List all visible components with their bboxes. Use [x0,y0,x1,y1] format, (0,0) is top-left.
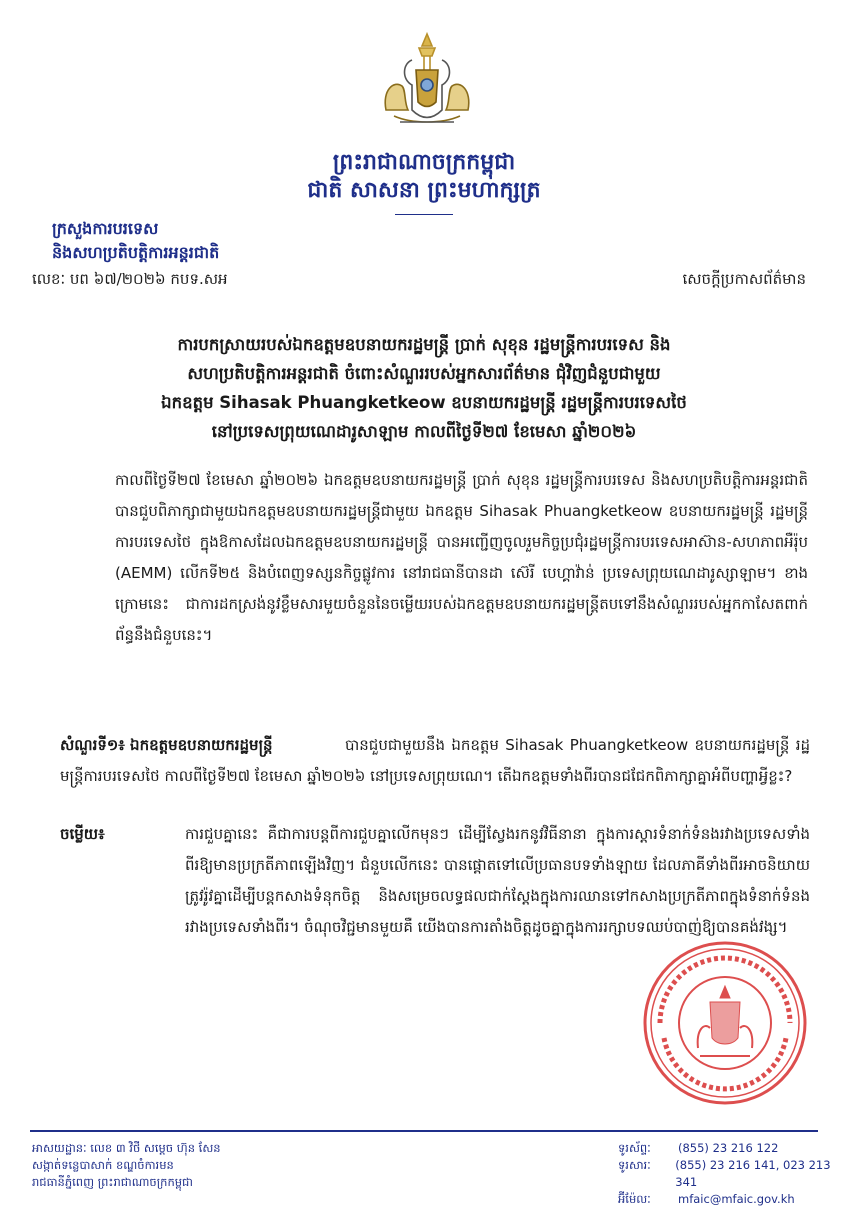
headline-line: ឯកឧត្តម Sihasak Phuangketkeow ឧបនាយករដ្ឋមន្ត្រី រដ្ឋមន្ត្រីការបរទេសថៃ [161,393,687,412]
ministry-name-line1: ក្រសួងការបរទេស [52,219,159,238]
address-line: សង្កាត់ទន្លេបាសាក់ ខណ្ឌចំការមន [32,1158,174,1172]
email-link[interactable]: mfaic@mfaic.gov.kh [678,1192,795,1206]
answer-text: ការជួបគ្នានេះ គឺជាការបន្តពីការជួបគ្នាលើកមុនៗ ដើម្បីស្វែងរកនូវវិធីនានា ក្នុងការស្តារទំនាក់ទំនងរវាងប្រទេសទាំងពីរឱ្យមានប្រក្រតីភាពឡើងវិញ។ ជំនួបលើកនេះ បានផ្តោតទៅលើប្រធានបទទាំងឡាយ ដែលភាគីទាំងពីរអាចនិយាយត្រូវរ៉ូវគ្នាដើម្បីបន្តកសាងទំនុកចិត្ត និងសម្រេចលទ្ធផលជាក់ស្តែងក្នុងការឈានទៅកសាងប្រក្រតីភាពក្នុងទំនាក់ទំនងរវាងប្រទេសទាំងពីរ។ ចំណុចវិជ្ជមានមួយគឺ យើងបានការតាំងចិត្តដូចគ្នាក្នុងការរក្សាបទឈប់បាញ់ឱ្យបានគង់វង្ស។ [185,825,810,936]
national-motto: ជាតិ សាសនា ព្រះមហាក្សត្រ [307,178,541,203]
motto-divider [395,214,453,215]
press-release-headline [40,330,808,446]
question-label: សំណួរទី១៖ ឯកឧត្តមឧបនាយករដ្ឋមន្ត្រី [60,736,273,754]
footer-divider [30,1130,818,1132]
ministry-name-line2: និងសហប្រតិបត្តិការអន្តរជាតិ [52,243,220,262]
phone-value: (855) 23 216 122 [678,1141,779,1155]
email-label: អ៊ីម៉ែលៈ [618,1192,651,1206]
address-line: អាសយដ្ឋានៈ លេខ ៣ វិថី សម្តេច ហ៊ុន សែន [32,1141,221,1155]
footer-address [32,1140,221,1191]
document-type: សេចក្តីប្រកាសព័ត៌មាន [682,270,806,288]
phone-row [618,1140,848,1157]
fax-label: ទូរសារៈ [618,1158,651,1172]
answer-label: ចម្លើយ៖ [60,825,105,843]
question-text: បានជួបជាមួយនឹង ឯកឧត្តម Sihasak Phuangketkeow ឧបនាយករដ្ឋមន្ត្រី រដ្ឋមន្ត្រីការបរទេសថៃ កាលពីថ្ងៃទី២៧ ខែមេសា ឆ្នាំ២០២៦ នៅប្រទេសព្រុយណេ។ តើឯកឧត្តមទាំងពីរបានជជែកពិភាក្សាគ្នាអំពីបញ្ហាអ្វីខ្លះ? [60,736,810,785]
answer-1 [60,819,810,943]
headline-line: ការបកស្រាយរបស់ឯកឧត្តមឧបនាយករដ្ឋមន្ត្រី ប្រាក់ សុខុន រដ្ឋមន្ត្រីការបរទេស និង [177,335,671,354]
phone-label: ទូរស័ព្ទៈ [618,1141,651,1155]
intro-paragraph [60,465,808,651]
headline-line: សហប្រតិបត្តិការអន្តរជាតិ ចំពោះសំណួររបស់អ្នកសារព័ត៌មាន ជុំវិញជំនួបជាមួយ [187,364,661,383]
question-1 [60,730,810,792]
address-line: រាជធានីភ្នំពេញ ព្រះរាជាណាចក្រកម្ពុជា [32,1175,193,1189]
headline-line: នៅប្រទេសព្រុយណេដារូសាឡាម កាលពីថ្ងៃទី២៧ ខែមេសា ឆ្នាំ២០២៦ [211,422,637,441]
royal-coat-of-arms-emblem [372,30,482,130]
fax-value: (855) 23 216 141, 023 213 341 [675,1158,831,1189]
ministry-red-seal-stamp [640,938,810,1108]
reference-number: លេខៈ បព ៦៧/២០២៦ កបទ.សអ [32,270,228,288]
footer-contacts [618,1140,848,1208]
kingdom-title: ព្រះរាជាណាចក្រកម្ពុជា [332,150,516,175]
intro-text: កាលពីថ្ងៃទី២៧ ខែមេសា ឆ្នាំ២០២៦ ឯកឧត្តមឧបនាយករដ្ឋមន្ត្រី ប្រាក់ សុខុន រដ្ឋមន្ត្រីការបរទេស និងសហប្រតិបត្តិការអន្តរជាតិ បានជួបពិភាក្សាជាមួយឯកឧត្តមឧបនាយករដ្ឋមន្ត្រីជាមួយ ឯកឧត្តម Sihasak Phuangketkeow ឧបនាយករដ្ឋមន្ត្រី រដ្ឋមន្ត្រីការបរទេសថៃ ក្នុងឱកាសដែលឯកឧត្តមឧបនាយករដ្ឋមន្ត្រី បានអញ្ជើញចូលរួមកិច្ចប្រជុំរដ្ឋមន្ត្រីការបរទេសអាស៊ាន-សហភាពអឺរ៉ុប (AEMM) លើកទី២៥ និងបំពេញទស្សនកិច្ចផ្លូវការ នៅរាជធានីបានដា ស៊េរី បេហ្គាវ៉ាន់ ប្រទេសព្រុយណេដារូស្សាឡាម។ ខាងក្រោមនេះ ជាការដកស្រង់នូវខ្លឹមសារមួយចំនួននៃចម្លើយរបស់ឯកឧត្តមឧបនាយករដ្ឋមន្ត្រីតបទៅនឹងសំណួររបស់អ្នកកាសែតពាក់ព័ន្ធនឹងជំនួបនេះ។ [115,471,808,644]
fax-row [618,1157,848,1191]
